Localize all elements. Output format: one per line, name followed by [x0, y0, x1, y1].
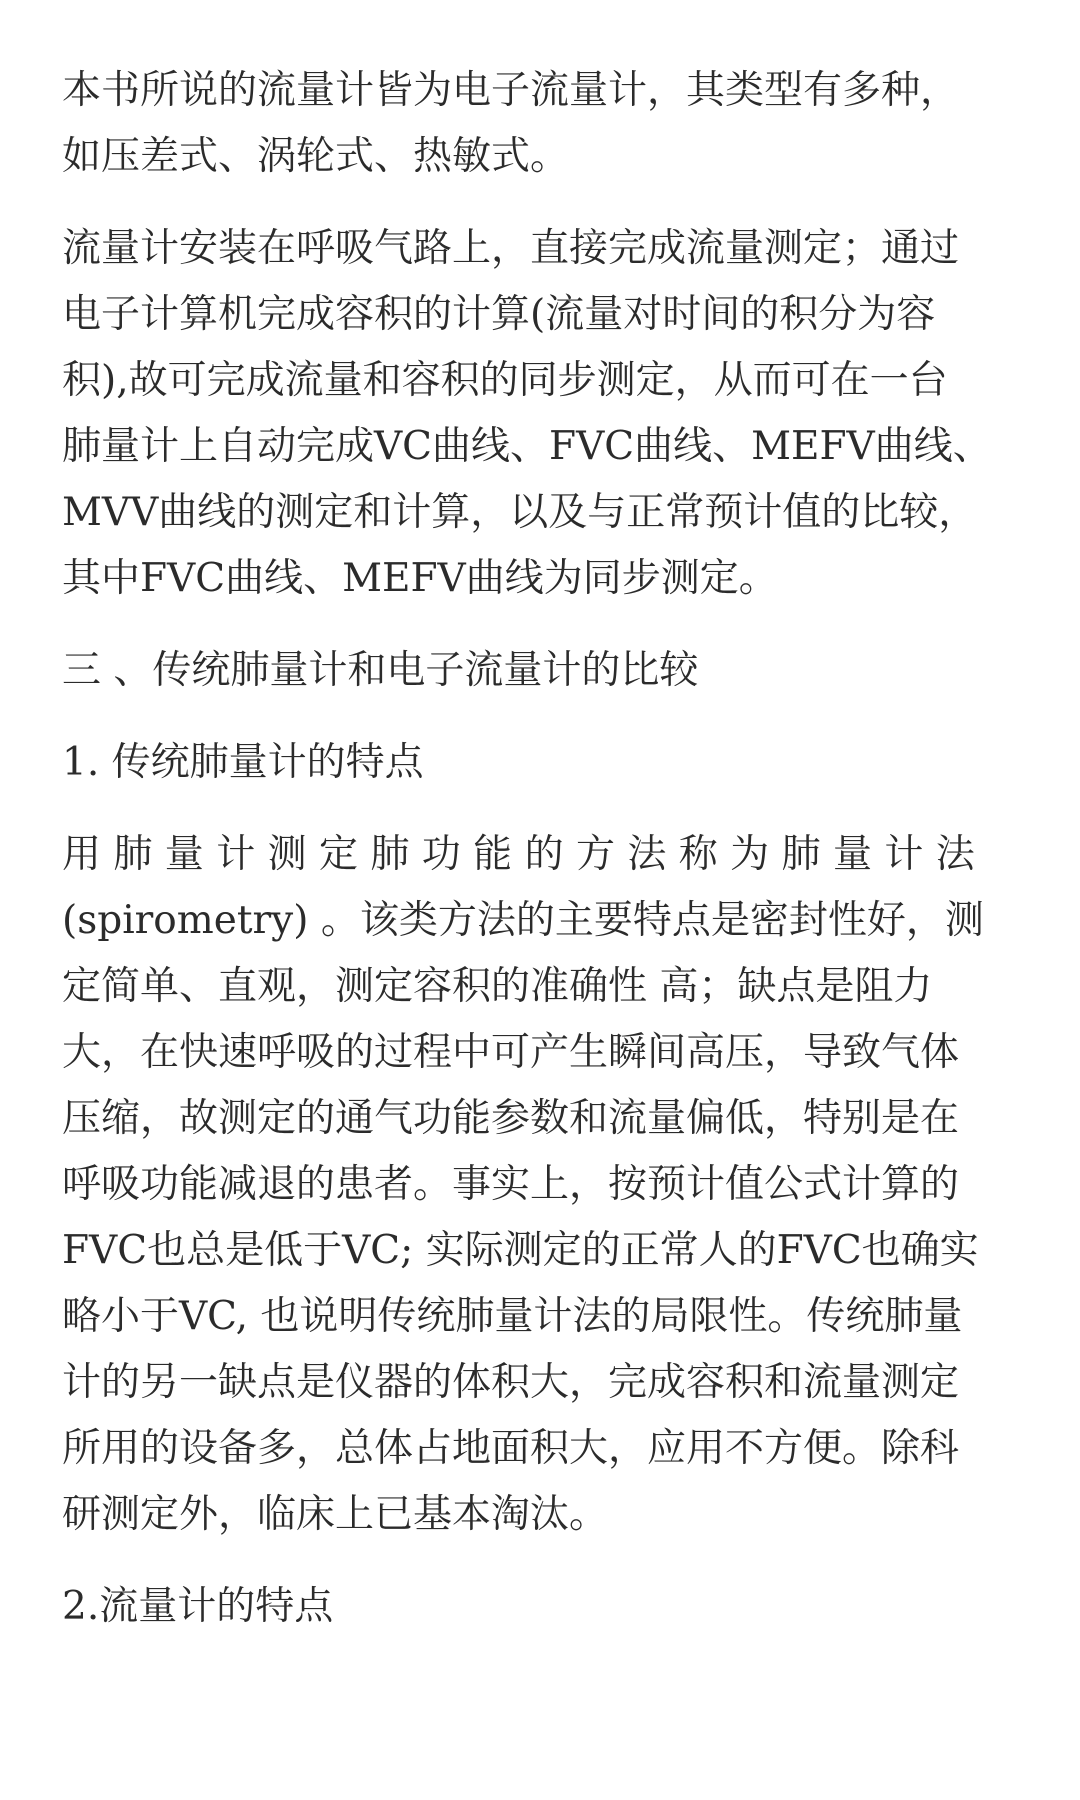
text-line: (spirometry) 。该类方法的主要特点是密封性好，测: [62, 898, 984, 943]
text-line: 肺量计上自动完成VC曲线、FVC曲线、MEFV曲线、: [62, 424, 992, 469]
text-line: 所用的设备多，总体占地面积大，应用不方便。除科: [62, 1426, 960, 1471]
article-body: [62, 58, 1030, 1666]
paragraph-flowmeter-installation: [62, 216, 1030, 612]
text-line: 呼吸功能减退的患者。事实上，按预计值公式计算的: [62, 1162, 960, 1207]
text-line: MVV曲线的测定和计算，以及与正常预计值的比较，: [62, 490, 978, 535]
text-line: 定简单、直观，测定容积的准确性 高；缺点是阻力: [62, 964, 933, 1009]
paragraph-spirometry: [62, 822, 1030, 1548]
paragraph-flowmeter-types: [62, 58, 1030, 190]
text-line: 计的另一缺点是仪器的体积大，完成容积和流量测定: [62, 1360, 960, 1405]
text-line: 如压差式、涡轮式、热敏式。: [62, 134, 570, 179]
text-line: 流量计安装在呼吸气路上，直接完成流量测定；通过: [62, 226, 960, 271]
text-line: 研测定外，临床上已基本淘汰。: [62, 1492, 609, 1537]
text-line: 略小于VC, 也说明传统肺量计法的局限性。传统肺量: [62, 1294, 963, 1339]
text-line: 本书所说的流量计皆为电子流量计，其类型有多种，: [62, 68, 960, 113]
text-line: 电子计算机完成容积的计算(流量对时间的积分为容: [62, 292, 936, 337]
text-line: FVC也总是低于VC; 实际测定的正常人的FVC也确实: [62, 1228, 979, 1273]
section-heading: 三 、传统肺量计和电子流量计的比较: [62, 648, 699, 693]
subheading-flowmeter: 2.流量计的特点: [62, 1584, 334, 1629]
text-line: 大，在快速呼吸的过程中可产生瞬间高压，导致气体: [62, 1030, 960, 1075]
subheading-traditional-spirometer: 1. 传统肺量计的特点: [62, 740, 424, 785]
text-line: 其中FVC曲线、MEFV曲线为同步测定。: [62, 556, 778, 601]
text-line: 积),故可完成流量和容积的同步测定，从而可在一台: [62, 358, 948, 403]
text-line: 压缩，故测定的通气功能参数和流量偏低，特别是在: [62, 1096, 960, 1141]
text-line: 用 肺 量 计 测 定 肺 功 能 的 方 法 称 为 肺 量 计 法: [62, 832, 975, 877]
